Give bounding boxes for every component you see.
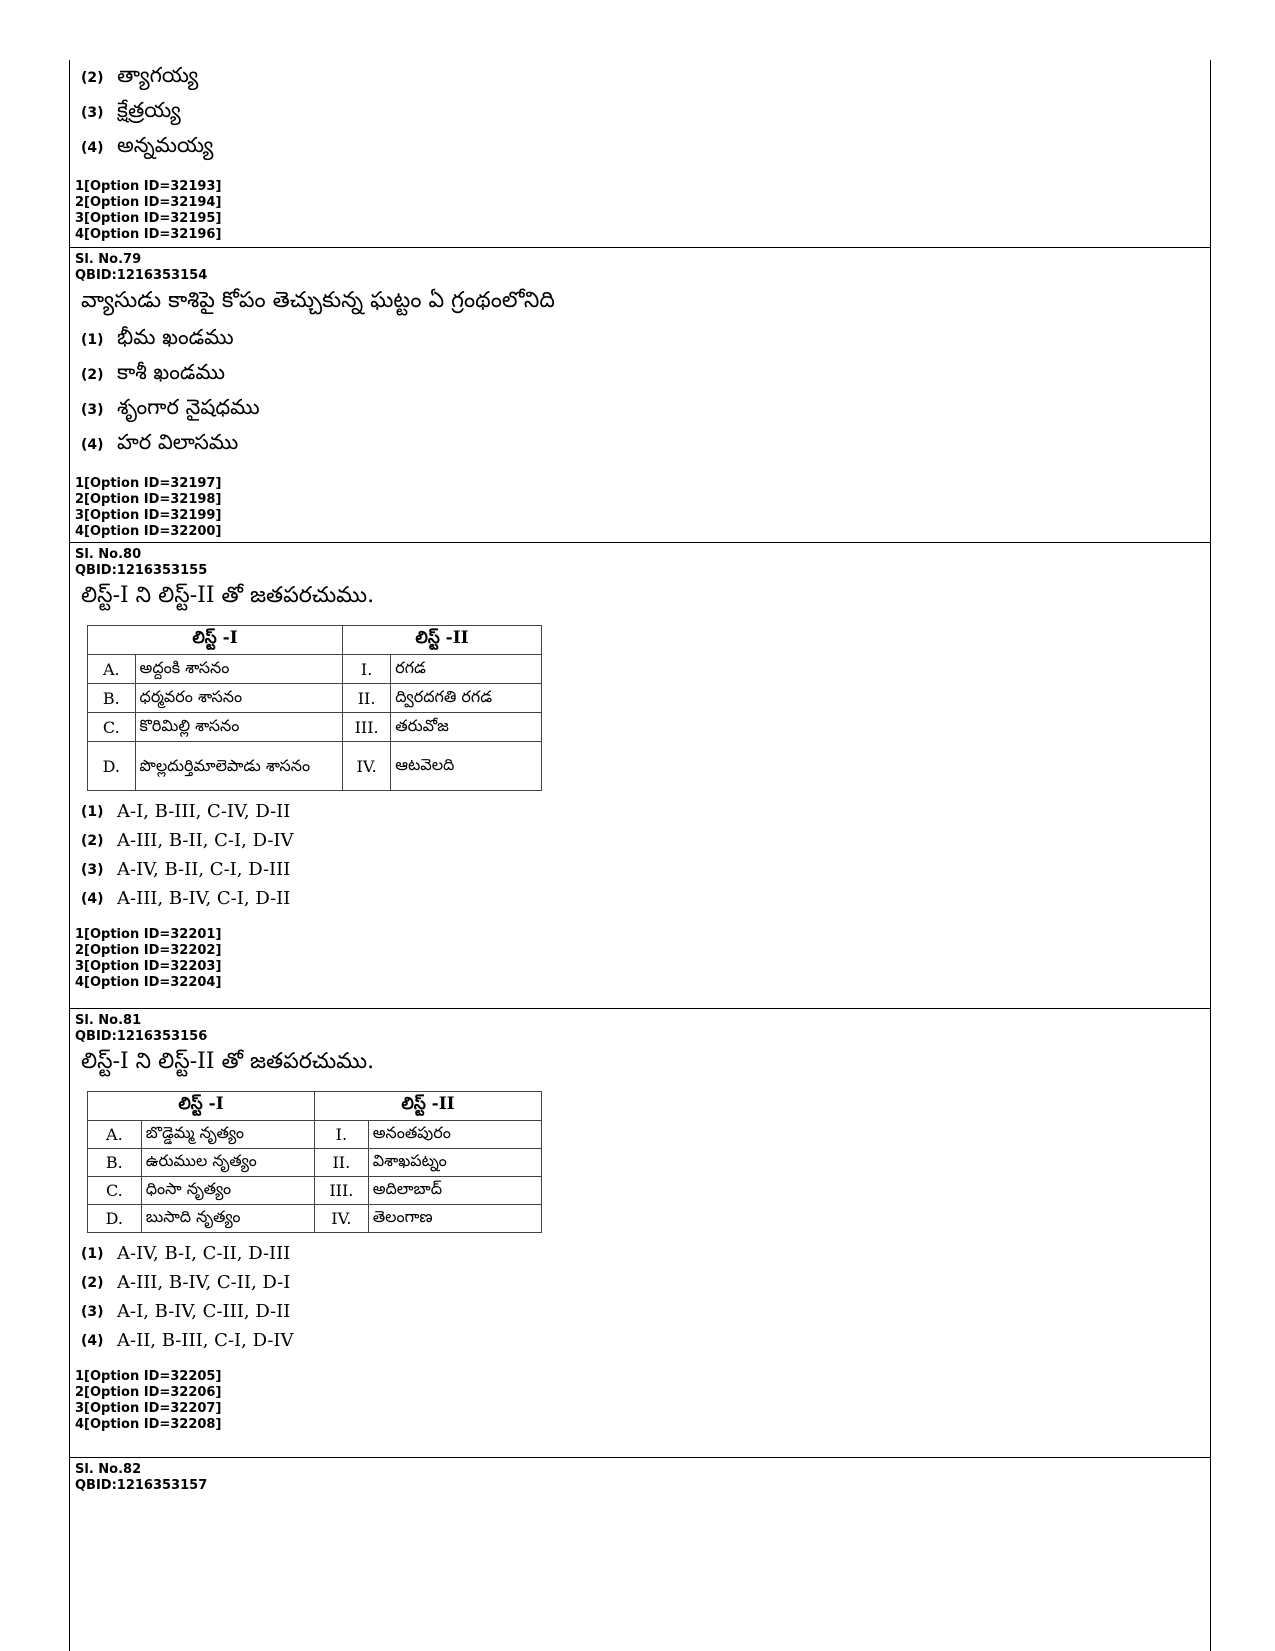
qbid: QBID:1216353154 <box>75 268 208 283</box>
row-value: అదిలాబాద్ <box>368 1177 541 1205</box>
option-id: 4[Option ID=32196] <box>75 227 222 242</box>
option-id: 1[Option ID=32205] <box>75 1369 222 1384</box>
match-table <box>87 625 542 791</box>
serial-number: Sl. No.81 <box>75 1013 142 1028</box>
row-value: విశాఖపట్నం <box>368 1149 541 1177</box>
option-number: (2) <box>81 832 104 849</box>
qbid: QBID:1216353157 <box>75 1478 208 1493</box>
option-number: (4) <box>81 1332 104 1349</box>
option-ids <box>75 476 1211 540</box>
table-row <box>88 1121 542 1149</box>
option-ids <box>75 927 1211 991</box>
row-value: ఉరుముల నృత్యం <box>141 1149 314 1177</box>
option-number: (3) <box>81 401 104 418</box>
option-2[interactable] <box>81 826 1211 855</box>
option-number: (3) <box>81 861 104 878</box>
match-table <box>87 1091 542 1233</box>
option-text: క్షేత్రయ్య <box>117 97 181 122</box>
option-number: (2) <box>81 1274 104 1291</box>
table-row <box>88 1205 542 1233</box>
row-value: ద్విరదగతి రగడ <box>391 684 542 713</box>
row-key: C. <box>88 1177 142 1205</box>
serial-number: Sl. No.82 <box>75 1462 142 1477</box>
option-text: అన్నమయ్య <box>117 132 214 157</box>
row-key: I. <box>343 655 391 684</box>
question-text: వ్యాసుడు కాశిపై కోపం తెచ్చుకున్న ఘట్టం ఏ గ్రంథంలోనిది <box>81 288 555 313</box>
option-id: 1[Option ID=32201] <box>75 927 222 942</box>
table-row <box>88 713 542 742</box>
option-id: 3[Option ID=32199] <box>75 508 222 523</box>
row-value: ఆటవెలది <box>391 742 542 791</box>
option-3[interactable] <box>81 95 1211 130</box>
option-text: A-III, B-II, C-I, D-IV <box>117 830 294 851</box>
row-value: పొల్లదుర్తిమాలెపాడు శాసనం <box>135 742 342 791</box>
option-1[interactable] <box>81 1239 1211 1268</box>
table-header-list-2: లిస్ట్ -II <box>343 626 542 655</box>
row-value: ధింసా నృత్యం <box>141 1177 314 1205</box>
question-82 <box>69 1462 1211 1494</box>
row-value: బొడ్డెమ్మ నృత్యం <box>141 1121 314 1149</box>
row-key: B. <box>88 1149 142 1177</box>
option-text: A-III, B-IV, C-I, D-II <box>117 888 291 909</box>
question-81 <box>69 1013 1211 1433</box>
row-key: III. <box>315 1177 369 1205</box>
qbid: QBID:1216353155 <box>75 563 208 578</box>
option-4[interactable] <box>81 884 1211 913</box>
row-value: అద్దంకి శాసనం <box>135 655 342 684</box>
option-id: 4[Option ID=32204] <box>75 975 222 990</box>
option-text: A-I, B-IV, C-III, D-II <box>117 1301 291 1322</box>
question-78-tail <box>69 60 1211 243</box>
option-id: 1[Option ID=32197] <box>75 476 222 491</box>
option-id: 2[Option ID=32206] <box>75 1385 222 1400</box>
row-value: బుసాది నృత్యం <box>141 1205 314 1233</box>
option-number: (1) <box>81 331 104 348</box>
option-number: (4) <box>81 890 104 907</box>
option-id: 4[Option ID=32200] <box>75 524 222 539</box>
row-value: ధర్మవరం శాసనం <box>135 684 342 713</box>
row-key: IV. <box>315 1205 369 1233</box>
option-3[interactable] <box>81 1297 1211 1326</box>
option-text: భీమ ఖండము <box>117 324 234 349</box>
option-text: A-IV, B-II, C-I, D-III <box>117 859 291 880</box>
option-number: (3) <box>81 104 104 121</box>
option-4[interactable] <box>81 130 1211 165</box>
question-text: లిస్ట్-I ని లిస్ట్-II తో జతపరచుము. <box>81 1049 375 1074</box>
option-2[interactable] <box>81 357 1211 392</box>
row-value: తెలంగాణ <box>368 1205 541 1233</box>
row-key: II. <box>315 1149 369 1177</box>
qbid: QBID:1216353156 <box>75 1029 208 1044</box>
option-id: 1[Option ID=32193] <box>75 179 222 194</box>
question-80 <box>69 547 1211 991</box>
option-id: 2[Option ID=32194] <box>75 195 222 210</box>
row-key: II. <box>343 684 391 713</box>
option-number: (1) <box>81 803 104 820</box>
option-2[interactable] <box>81 1268 1211 1297</box>
option-id: 2[Option ID=32202] <box>75 943 222 958</box>
row-key: I. <box>315 1121 369 1149</box>
question-79 <box>69 252 1211 540</box>
option-3[interactable] <box>81 392 1211 427</box>
option-text: హర విలాసము <box>117 429 239 454</box>
row-value: తరువోజ <box>391 713 542 742</box>
option-ids <box>75 1369 1211 1433</box>
row-key: A. <box>88 1121 142 1149</box>
option-number: (1) <box>81 1245 104 1262</box>
divider <box>69 542 1211 543</box>
option-number: (2) <box>81 69 104 86</box>
option-id: 3[Option ID=32195] <box>75 211 222 226</box>
option-id: 2[Option ID=32198] <box>75 492 222 507</box>
option-2[interactable] <box>81 60 1211 95</box>
option-id: 4[Option ID=32208] <box>75 1417 222 1432</box>
serial-number: Sl. No.80 <box>75 547 142 562</box>
table-row <box>88 1149 542 1177</box>
option-id: 3[Option ID=32203] <box>75 959 222 974</box>
option-text: A-IV, B-I, C-II, D-III <box>117 1243 291 1264</box>
row-key: C. <box>88 713 136 742</box>
row-value: రగడ <box>391 655 542 684</box>
row-value: అనంతపురం <box>368 1121 541 1149</box>
option-text: త్యాగయ్య <box>117 62 199 87</box>
divider <box>69 1457 1211 1458</box>
option-id: 3[Option ID=32207] <box>75 1401 222 1416</box>
table-header-list-2: లిస్ట్ -II <box>315 1092 542 1121</box>
option-number: (2) <box>81 366 104 383</box>
table-row <box>88 655 542 684</box>
option-3[interactable] <box>81 855 1211 884</box>
table-row <box>88 742 542 791</box>
row-value: కొరిమిల్లి శాసనం <box>135 713 342 742</box>
option-text: A-II, B-III, C-I, D-IV <box>117 1330 294 1351</box>
row-key: A. <box>88 655 136 684</box>
row-key: III. <box>343 713 391 742</box>
option-text: కాశీ ఖండము <box>117 359 225 384</box>
option-1[interactable] <box>81 322 1211 357</box>
divider <box>69 247 1211 248</box>
option-number: (4) <box>81 436 104 453</box>
option-1[interactable] <box>81 797 1211 826</box>
row-key: IV. <box>343 742 391 791</box>
option-ids <box>75 179 1211 243</box>
option-text: శృంగార నైషధము <box>117 394 260 419</box>
table-row <box>88 684 542 713</box>
option-text: A-I, B-III, C-IV, D-II <box>117 801 291 822</box>
divider <box>69 1008 1211 1009</box>
table-header-list-1: లిస్ట్ -I <box>88 1092 315 1121</box>
table-header-list-1: లిస్ట్ -I <box>88 626 343 655</box>
question-text: లిస్ట్-I ని లిస్ట్-II తో జతపరచుము. <box>81 583 375 608</box>
row-key: D. <box>88 1205 142 1233</box>
option-4[interactable] <box>81 427 1211 462</box>
option-text: A-III, B-IV, C-II, D-I <box>117 1272 291 1293</box>
option-4[interactable] <box>81 1326 1211 1355</box>
row-key: B. <box>88 684 136 713</box>
row-key: D. <box>88 742 136 791</box>
option-number: (3) <box>81 1303 104 1320</box>
option-number: (4) <box>81 139 104 156</box>
serial-number: Sl. No.79 <box>75 252 142 267</box>
table-row <box>88 1177 542 1205</box>
